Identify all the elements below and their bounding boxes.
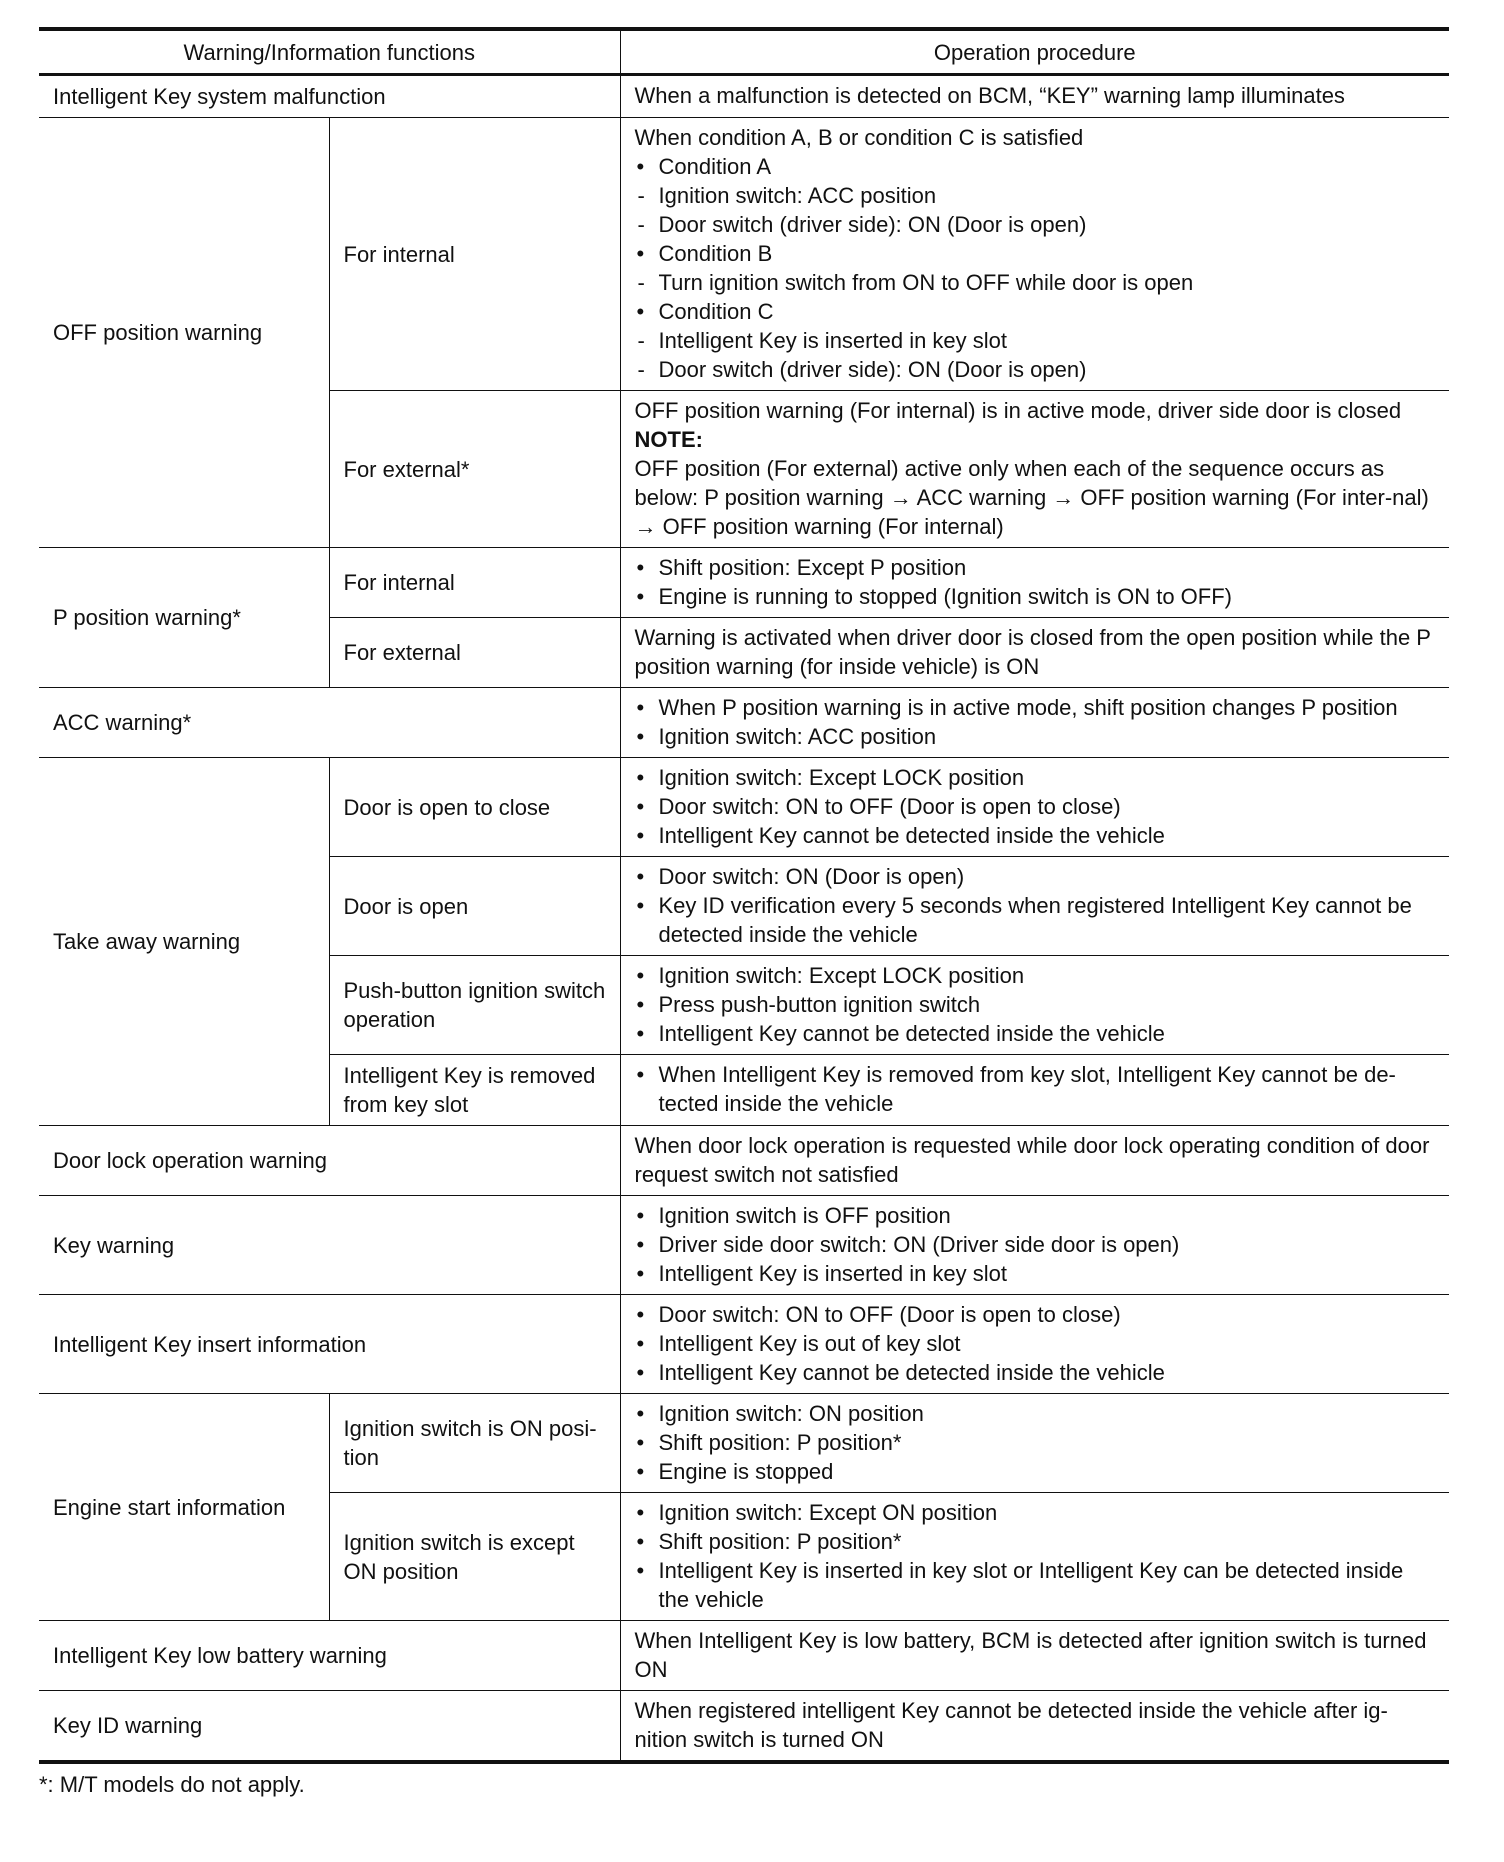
dash-item: - Intelligent Key is inserted in key slot bbox=[635, 326, 1436, 355]
table-row bbox=[39, 75, 1449, 118]
procedure-text: Warning is activated when driver door is closed from the open position while the P position warning (for inside vehicle) is ON bbox=[620, 618, 1449, 688]
sub-condition: For external bbox=[329, 618, 620, 688]
header-procedure: Operation procedure bbox=[620, 29, 1449, 75]
bullet-item: • Door switch: ON (Door is open) bbox=[635, 862, 1436, 891]
bullet-item: • Intelligent Key cannot be detected inside the vehicle bbox=[635, 1358, 1436, 1387]
bullet-item: • Ignition switch: Except LOCK position bbox=[635, 961, 1436, 990]
table-row bbox=[39, 1691, 1449, 1763]
procedure-cell bbox=[620, 857, 1449, 956]
function-name: Key warning bbox=[39, 1196, 620, 1295]
function-name: ACC warning* bbox=[39, 688, 620, 758]
bullet-item: • Intelligent Key is inserted in key slot or Intelligent Key can be detected inside the vehicle bbox=[635, 1556, 1436, 1614]
procedure-text: When condition A, B or condition C is satisfied bbox=[634, 125, 1084, 150]
warning-functions-table bbox=[39, 27, 1449, 1764]
sub-condition: Door is open bbox=[329, 857, 620, 956]
sub-condition: Ignition switch is ON posi-tion bbox=[329, 1394, 620, 1493]
function-name: Take away warning bbox=[39, 758, 329, 1126]
procedure-text: When registered intelligent Key cannot be detected inside the vehicle after ig-nition switch is turned ON bbox=[620, 1691, 1449, 1763]
bullet-item: • Door switch: ON to OFF (Door is open to close) bbox=[635, 792, 1436, 821]
bullet-item: • Ignition switch is OFF position bbox=[635, 1201, 1436, 1230]
table-row bbox=[39, 1295, 1449, 1394]
dash-item: - Door switch (driver side): ON (Door is open) bbox=[635, 210, 1436, 239]
table-row bbox=[39, 758, 1449, 857]
procedure-text: OFF position (For external) active only when each of the sequence occurs as below: P position warning → ACC warning → OFF position warning (For inter-nal) → OFF position warning (For internal) bbox=[634, 456, 1429, 539]
function-name: Intelligent Key insert information bbox=[39, 1295, 620, 1394]
bullet-item: • Key ID verification every 5 seconds when registered Intelligent Key cannot be detected inside the vehicle bbox=[635, 891, 1436, 949]
bullet-item: • Ignition switch: Except LOCK position bbox=[635, 763, 1436, 792]
bullet-item: • Intelligent Key cannot be detected inside the vehicle bbox=[635, 821, 1436, 850]
procedure-text: When Intelligent Key is low battery, BCM is detected after ignition switch is turned ON bbox=[620, 1621, 1449, 1691]
bullet-item: • Condition A bbox=[635, 152, 1436, 181]
header-functions: Warning/Information functions bbox=[39, 29, 620, 75]
procedure-cell bbox=[620, 1055, 1449, 1126]
table-header-row bbox=[39, 29, 1449, 75]
procedure-cell bbox=[620, 391, 1449, 548]
bullet-item: • Shift position: Except P position bbox=[635, 553, 1436, 582]
procedure-cell bbox=[620, 1196, 1449, 1295]
bullet-item: • Intelligent Key is inserted in key slot bbox=[635, 1259, 1436, 1288]
bullet-item: • Shift position: P position* bbox=[635, 1527, 1436, 1556]
table-row bbox=[39, 688, 1449, 758]
sub-condition: For internal bbox=[329, 548, 620, 618]
table-row bbox=[39, 1394, 1449, 1493]
procedure-text: When a malfunction is detected on BCM, “KEY” warning lamp illuminates bbox=[620, 75, 1449, 118]
function-name: Door lock operation warning bbox=[39, 1126, 620, 1196]
bullet-item: • Driver side door switch: ON (Driver side door is open) bbox=[635, 1230, 1436, 1259]
sub-condition: Push-button ignition switch operation bbox=[329, 956, 620, 1055]
function-name: P position warning* bbox=[39, 548, 329, 688]
sub-condition: Intelligent Key is removed from key slot bbox=[329, 1055, 620, 1126]
bullet-item: • When Intelligent Key is removed from key slot, Intelligent Key cannot be de-tected inside the vehicle bbox=[635, 1060, 1436, 1118]
function-name: OFF position warning bbox=[39, 118, 329, 548]
procedure-cell bbox=[620, 956, 1449, 1055]
function-name: Engine start information bbox=[39, 1394, 329, 1621]
bullet-item: • When P position warning is in active mode, shift position changes P position bbox=[635, 693, 1436, 722]
footnote: *: M/T models do not apply. bbox=[39, 1772, 305, 1797]
bullet-item: • Condition B bbox=[635, 239, 1436, 268]
bullet-item: • Press push-button ignition switch bbox=[635, 990, 1436, 1019]
function-name: Intelligent Key low battery warning bbox=[39, 1621, 620, 1691]
bullet-item: • Ignition switch: ON position bbox=[635, 1399, 1436, 1428]
sub-condition: Ignition switch is except ON position bbox=[329, 1493, 620, 1621]
bullet-item: • Shift position: P position* bbox=[635, 1428, 1436, 1457]
procedure-cell bbox=[620, 1295, 1449, 1394]
bullet-item: • Intelligent Key is out of key slot bbox=[635, 1329, 1436, 1358]
table-row bbox=[39, 1621, 1449, 1691]
table-row bbox=[39, 1196, 1449, 1295]
procedure-text: OFF position warning (For internal) is in active mode, driver side door is closed bbox=[634, 398, 1402, 423]
procedure-cell bbox=[620, 1493, 1449, 1621]
procedure-cell bbox=[620, 1394, 1449, 1493]
bullet-item: • Engine is running to stopped (Ignition switch is ON to OFF) bbox=[635, 582, 1436, 611]
bullet-item: • Intelligent Key cannot be detected inside the vehicle bbox=[635, 1019, 1436, 1048]
procedure-cell bbox=[620, 688, 1449, 758]
bullet-item: • Door switch: ON to OFF (Door is open to close) bbox=[635, 1300, 1436, 1329]
function-name: Intelligent Key system malfunction bbox=[39, 75, 620, 118]
dash-item: - Door switch (driver side): ON (Door is open) bbox=[635, 355, 1436, 384]
function-name: Key ID warning bbox=[39, 1691, 620, 1763]
bullet-item: • Ignition switch: Except ON position bbox=[635, 1498, 1436, 1527]
procedure-cell bbox=[620, 548, 1449, 618]
dash-item: - Ignition switch: ACC position bbox=[635, 181, 1436, 210]
sub-condition: Door is open to close bbox=[329, 758, 620, 857]
note-label: NOTE: bbox=[634, 427, 703, 452]
page bbox=[39, 27, 1449, 1798]
table-row bbox=[39, 1126, 1449, 1196]
dash-item: - Turn ignition switch from ON to OFF while door is open bbox=[635, 268, 1436, 297]
bullet-item: • Ignition switch: ACC position bbox=[635, 722, 1436, 751]
procedure-cell bbox=[620, 118, 1449, 391]
procedure-text: When door lock operation is requested while door lock operating condition of door request switch not satisfied bbox=[620, 1126, 1449, 1196]
table-row bbox=[39, 118, 1449, 391]
bullet-item: • Condition C bbox=[635, 297, 1436, 326]
sub-condition: For internal bbox=[329, 118, 620, 391]
bullet-item: • Engine is stopped bbox=[635, 1457, 1436, 1486]
table-row bbox=[39, 548, 1449, 618]
sub-condition: For external* bbox=[329, 391, 620, 548]
procedure-cell bbox=[620, 758, 1449, 857]
